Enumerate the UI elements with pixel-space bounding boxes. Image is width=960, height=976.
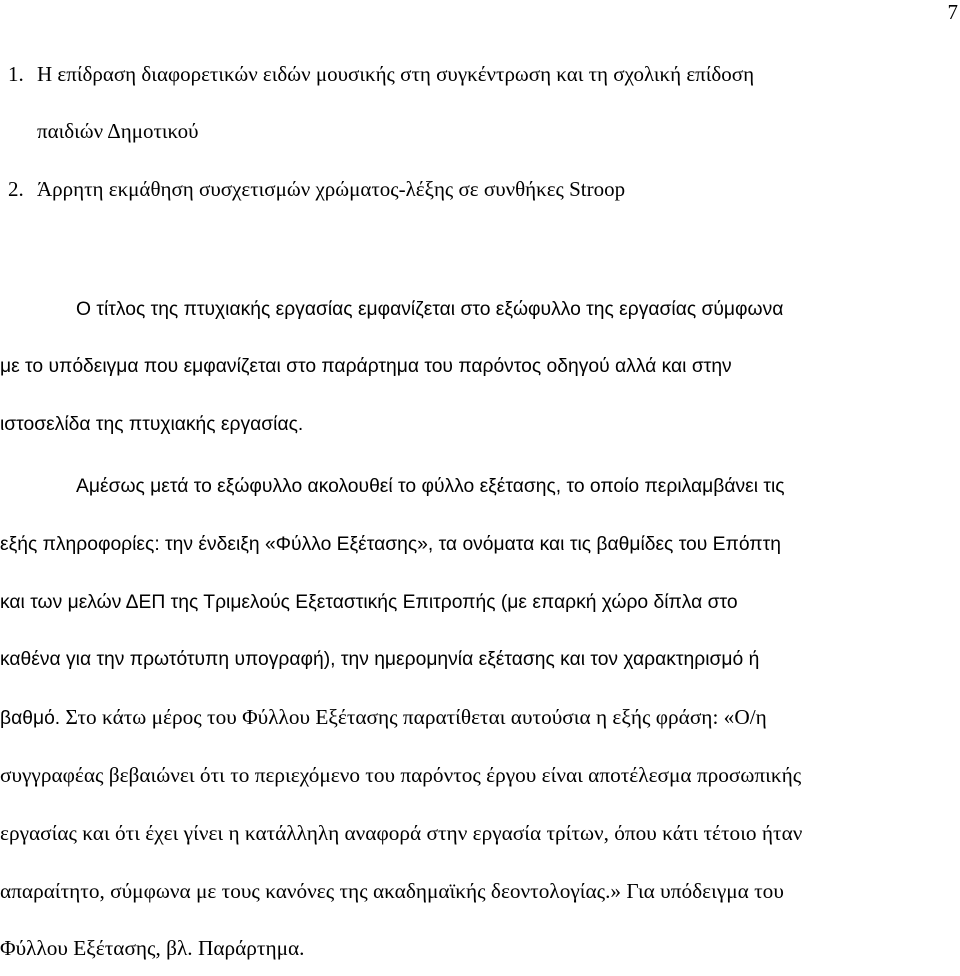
paragraph-line: εξής πληροφορίες: την ένδειξη «Φύλλο Εξέτασης», τα ονόματα και τις βαθμίδες του Επόπτη (0, 534, 781, 555)
list-item-text: Η επίδραση διαφορετικών ειδών μουσικής στη συγκέντρωση και τη σχολική επίδοση (37, 62, 755, 86)
list-item-number: 2. (8, 177, 24, 201)
paragraph-line: καθένα για την πρωτότυπη υπογραφή), την ημερομηνία εξέτασης και τον χαρακτηρισμό ή (0, 649, 760, 670)
paragraph-line: και των μελών ΔΕΠ της Τριμελούς Εξεταστικής Επιτροπής (με επαρκή χώρο δίπλα στο (0, 592, 738, 613)
paragraph-line: απαραίτητο, σύμφωνα με τους κανόνες της ακαδημαϊκής δεοντολογίας.» Για υπόδειγμα του (0, 879, 784, 903)
page-number: 7 (947, 0, 958, 24)
paragraph-line (0, 705, 767, 731)
paragraph-line: συγγραφέας βεβαιώνει ότι το περιεχόμενο του παρόντος έργου είναι αποτέλεσμα προσωπικής (0, 763, 802, 787)
paragraph-line: Φύλλου Εξέτασης, βλ. Παράρτημα. (0, 936, 305, 960)
paragraph-fragment: βαθμό. (0, 708, 61, 729)
paragraph-line: εργασίας και ότι έχει γίνει η κατάλληλη αναφορά στην εργασία τρίτων, όπου κάτι τέτοιο ήταν (0, 821, 803, 845)
list-item-number: 1. (8, 62, 24, 86)
paragraph-line: Ο τίτλος της πτυχιακής εργασίας εμφανίζεται στο εξώφυλλο της εργασίας σύμφωνα (76, 299, 784, 320)
list-item-continuation: παιδιών Δημοτικού (37, 119, 199, 143)
paragraph-fragment: Στο κάτω μέρος του Φύλλου Εξέτασης παρατίθεται αυτούσια η εξής φράση: «Ο/η (60, 705, 767, 729)
paragraph-line: με το υπόδειγμα που εμφανίζεται στο παράρτημα του παρόντος οδηγού αλλά και στην (0, 356, 732, 377)
list-item-text: Άρρητη εκμάθηση συσχετισμών χρώματος-λέξης σε συνθήκες Stroop (37, 177, 626, 201)
paragraph-line: Αμέσως μετά το εξώφυλλο ακολουθεί το φύλλο εξέτασης, το οποίο περιλαμβάνει τις (76, 476, 785, 497)
paragraph-line: ιστοσελίδα της πτυχιακής εργασίας. (0, 414, 304, 435)
